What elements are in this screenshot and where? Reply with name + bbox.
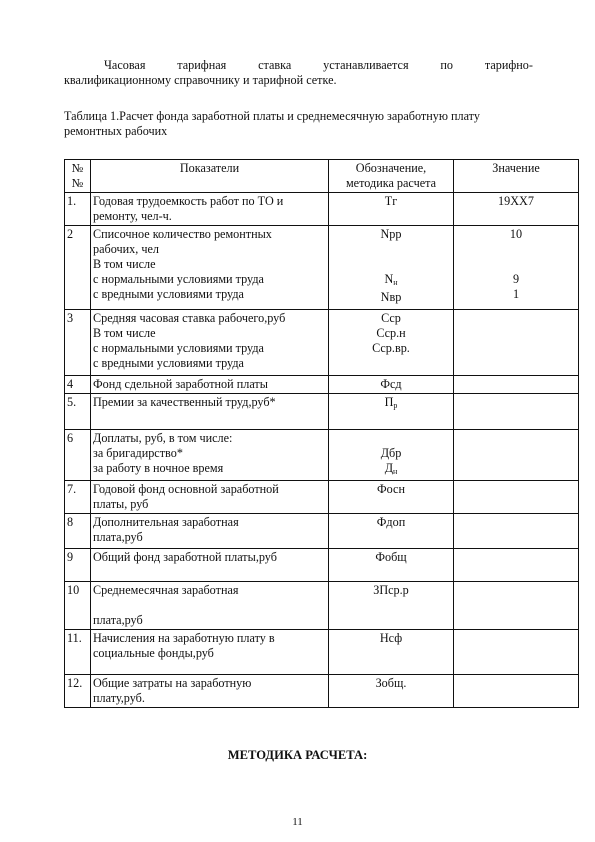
row-indicator: [91, 481, 329, 514]
row-indicator: [91, 193, 329, 226]
row-indicator-line: [93, 598, 326, 613]
row-value-line: [456, 550, 576, 565]
row-indicator-line: платы, руб: [93, 497, 149, 511]
row-designation: [329, 549, 454, 582]
row-number: 12.: [65, 675, 91, 708]
row-designation-line: $Д_н$: [384, 461, 398, 476]
row-number: 7.: [65, 481, 91, 514]
row-number: 9: [65, 549, 91, 582]
row-indicator-line: социальные фонды,руб: [93, 646, 214, 660]
row-indicator: [91, 376, 329, 394]
row-indicator-line: В том числе: [93, 326, 156, 340]
row-designation-line: Сср.н: [376, 326, 406, 340]
row-designation: [329, 193, 454, 226]
intro-line-2: квалификационному справочнику и тарифной сетке.: [64, 73, 337, 87]
row-number: 3: [65, 310, 91, 376]
row-designation-line: Сср.вр.: [372, 341, 410, 355]
header-designation: Обозначение, методика расчета: [329, 160, 454, 193]
intro-word: тарифная: [177, 58, 227, 72]
row-value: [454, 226, 579, 310]
row-value-line: [456, 395, 576, 410]
row-designation-line: [331, 356, 451, 371]
row-designation: [329, 630, 454, 675]
row-designation-line: Фдоп: [376, 515, 406, 529]
row-designation-line: Зобщ.: [375, 676, 407, 690]
row-value-line: 10: [509, 227, 523, 241]
row-designation: [329, 430, 454, 481]
row-value-line: [456, 482, 576, 497]
intro-word: устанавливается: [323, 58, 409, 72]
table-row: [65, 514, 579, 549]
row-designation-line: $П_р$: [384, 395, 398, 410]
row-indicator-line: Доплаты, руб, в том числе:: [93, 431, 233, 445]
intro-paragraph: [64, 58, 533, 88]
row-value: [454, 193, 579, 226]
row-designation: [329, 514, 454, 549]
row-value: [454, 430, 579, 481]
row-indicator-line: Фонд сдельной заработной платы: [93, 377, 268, 391]
row-value: [454, 675, 579, 708]
row-indicator-line: ремонту, чел-ч.: [93, 209, 172, 223]
row-indicator: [91, 514, 329, 549]
table-row: [65, 376, 579, 394]
row-designation-line: Тг: [384, 194, 398, 208]
row-number: 11.: [65, 630, 91, 675]
row-value: [454, 310, 579, 376]
row-value: [454, 549, 579, 582]
row-designation: [329, 226, 454, 310]
row-value-line: [456, 515, 576, 530]
row-value: [454, 481, 579, 514]
table-row: [65, 394, 579, 430]
row-indicator: [91, 675, 329, 708]
row-value-line: [456, 631, 576, 646]
row-indicator: [91, 430, 329, 481]
row-indicator-line: Годовой фонд основной заработной: [93, 482, 279, 496]
row-indicator: [91, 310, 329, 376]
row-designation-line: Дбр: [380, 446, 402, 460]
row-designation: [329, 675, 454, 708]
row-indicator-line: за бригадирство*: [93, 446, 183, 460]
row-indicator: [91, 582, 329, 630]
designation-subscript: н: [393, 278, 398, 287]
row-value: [454, 394, 579, 430]
row-indicator-line: с вредными условиями труда: [93, 287, 244, 301]
table-row: [65, 193, 579, 226]
table-row: [65, 582, 579, 630]
row-indicator: [91, 226, 329, 310]
payroll-table: [64, 159, 579, 708]
table-row: [65, 675, 579, 708]
page-number: 11: [292, 816, 303, 828]
row-designation-line: Nрр: [380, 227, 402, 241]
table-row: [65, 481, 579, 514]
table-caption: Таблица 1.Расчет фонда заработной платы и среднемесячную заработную плату ремонтных рабочих: [64, 109, 480, 138]
row-value-line: [456, 326, 576, 341]
row-indicator-line: Общие затраты на заработную: [93, 676, 252, 690]
row-indicator-line: Списочное количество ремонтных: [93, 227, 272, 241]
row-number: 6: [65, 430, 91, 481]
row-designation-line: Фобщ: [375, 550, 407, 564]
row-number: 8: [65, 514, 91, 549]
row-designation: [329, 481, 454, 514]
row-designation-line: Фосн: [377, 482, 405, 496]
row-number: 2: [65, 226, 91, 310]
row-indicator-line: Начисления на заработную плату в: [93, 631, 275, 645]
intro-word: Часовая: [104, 58, 146, 72]
row-value-line: [456, 676, 576, 691]
row-indicator: [91, 394, 329, 430]
row-number: 5.: [65, 394, 91, 430]
row-indicator-line: плата,руб: [93, 530, 143, 544]
row-value-line: 1: [512, 287, 520, 301]
table-row: [65, 630, 579, 675]
designation-subscript: р: [393, 401, 398, 410]
row-indicator-line: с нормальными условиями труда: [93, 341, 264, 355]
row-designation: [329, 310, 454, 376]
row-indicator-line: плату,руб.: [93, 691, 145, 705]
row-value-line: [456, 356, 576, 371]
row-value-line: [456, 431, 576, 446]
intro-word: по: [440, 58, 454, 72]
row-number: 1.: [65, 193, 91, 226]
row-value: [454, 514, 579, 549]
row-designation-line: $N_н$: [384, 272, 398, 287]
row-designation-line: [331, 242, 451, 257]
row-designation: [329, 394, 454, 430]
row-designation-line: Сср: [381, 311, 401, 325]
row-value-line: [456, 311, 576, 326]
row-value-line: [456, 257, 576, 272]
table-row: [65, 430, 579, 481]
row-indicator-line: рабочих, чел: [93, 242, 159, 256]
row-value: [454, 630, 579, 675]
row-value-line: [456, 377, 576, 392]
intro-word: тарифно-: [484, 58, 533, 72]
row-indicator: [91, 549, 329, 582]
row-indicator-line: за работу в ночное время: [93, 461, 224, 475]
table-row: [65, 226, 579, 310]
row-value-line: [456, 242, 576, 257]
row-designation: [329, 582, 454, 630]
row-value-line: [456, 583, 576, 598]
row-designation-line: [331, 431, 451, 446]
table-row: [65, 310, 579, 376]
intro-word: ставка: [258, 58, 292, 72]
row-value-line: 19ХХ7: [498, 194, 534, 208]
header-indicator: Показатели: [91, 160, 329, 193]
row-indicator-line: Среднемесячная заработная: [93, 583, 239, 597]
row-value: [454, 376, 579, 394]
row-designation-line: Фсд: [380, 377, 402, 391]
row-number: 4: [65, 376, 91, 394]
method-title: МЕТОДИКА РАСЧЕТА:: [227, 748, 368, 762]
row-indicator-line: плата,руб: [93, 613, 143, 627]
row-indicator-line: с вредными условиями труда: [93, 356, 244, 370]
row-value-line: 9: [512, 272, 520, 286]
row-indicator-line: Премии за качественный труд,руб*: [93, 395, 276, 409]
row-number: 10: [65, 582, 91, 630]
row-designation-line: ЗПср.р: [373, 583, 409, 597]
row-indicator-line: Годовая трудоемкость работ по ТО и: [93, 194, 284, 208]
row-value-line: [456, 461, 576, 476]
row-value: [454, 582, 579, 630]
row-indicator-line: Средняя часовая ставка рабочего,руб: [93, 311, 286, 325]
intro-line-1: [64, 58, 533, 73]
row-indicator: [91, 630, 329, 675]
row-designation-line: [331, 257, 451, 272]
row-designation-line: Nвр: [380, 290, 402, 304]
row-value-line: [456, 341, 576, 356]
row-designation-line: Нсф: [379, 631, 403, 645]
header-number: № №: [65, 160, 91, 193]
row-value-line: [456, 446, 576, 461]
row-indicator-line: Общий фонд заработной платы,руб: [93, 550, 277, 564]
designation-subscript: н: [393, 467, 398, 476]
row-designation: [329, 376, 454, 394]
table-row: [65, 549, 579, 582]
header-value: Значение: [454, 160, 579, 193]
table-header-row: [65, 160, 579, 193]
row-indicator-line: Дополнительная заработная: [93, 515, 239, 529]
row-indicator-line: В том числе: [93, 257, 156, 271]
row-indicator-line: с нормальными условиями труда: [93, 272, 264, 286]
